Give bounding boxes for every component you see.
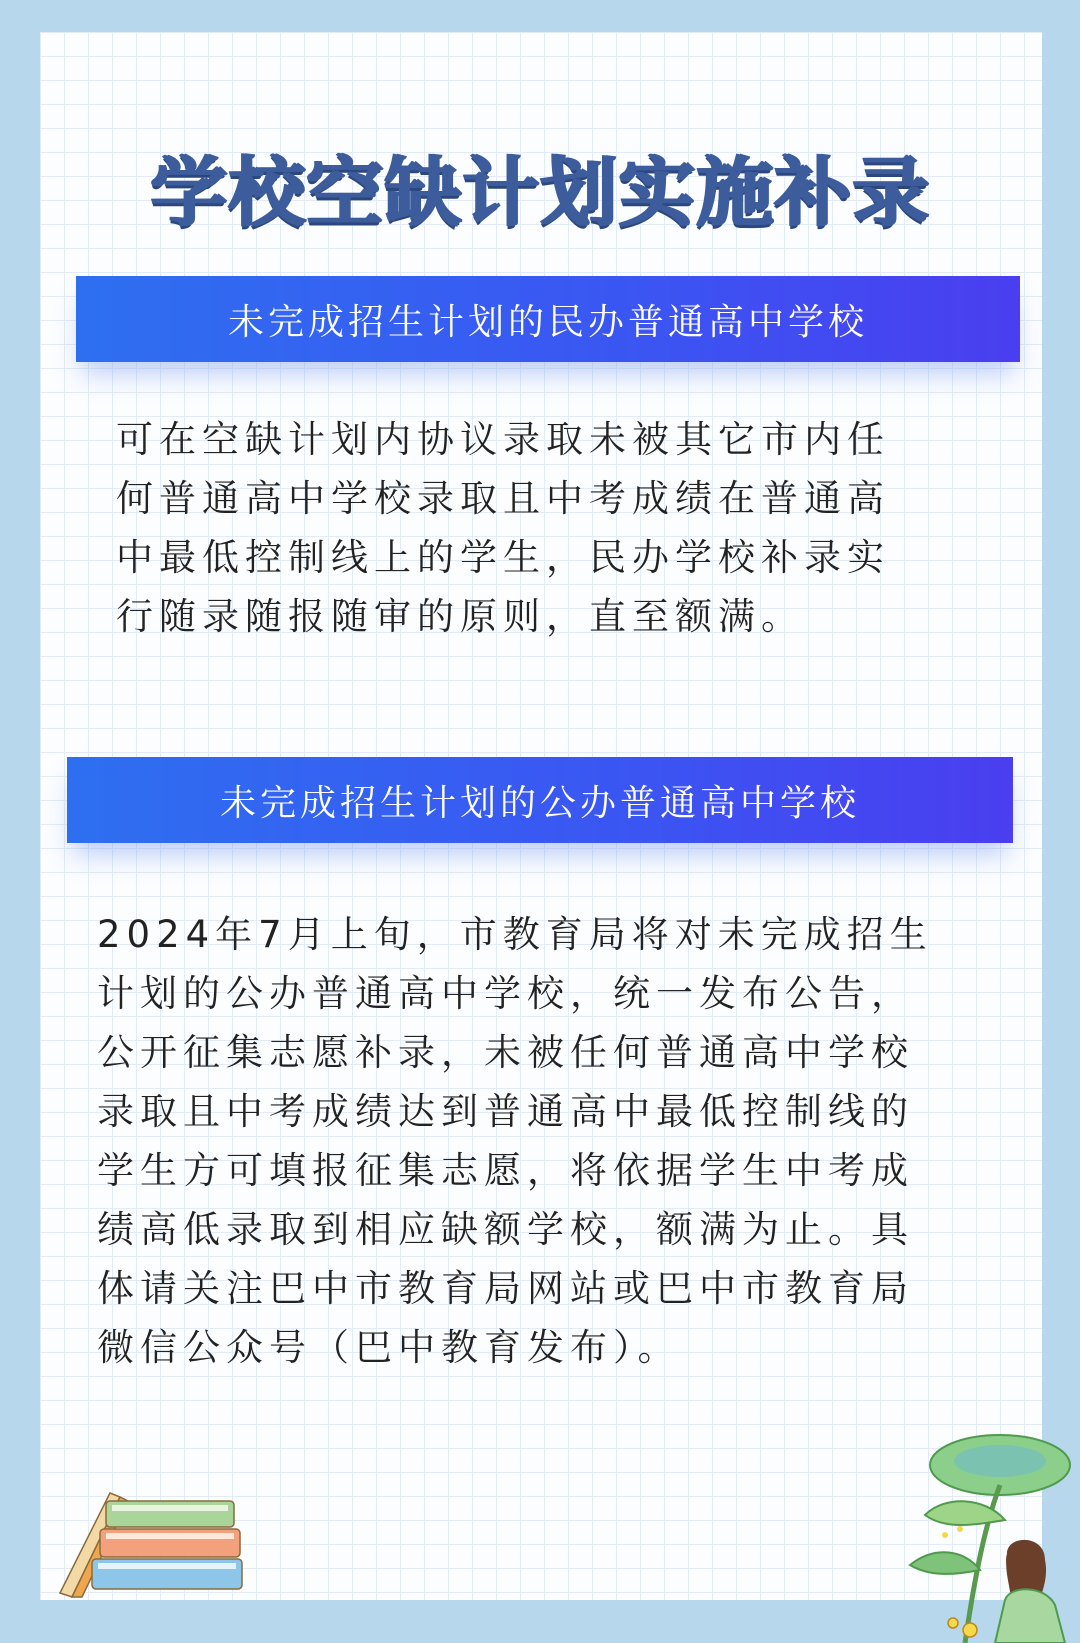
text-line: 体请关注巴中市教育局网站或巴中市教育局 [97,1267,914,1310]
text-line: 何普通高中学校录取且中考成绩在普通高 [116,477,890,520]
text-line: 行随录随报随审的原则，直至额满。 [116,595,804,638]
text-line: 计划的公办普通高中学校，统一发布公告， [97,972,914,1015]
section-body-public-schools [97,905,997,1377]
books-stack-icon [40,1485,250,1600]
text-line: 学生方可填报征集志愿，将依据学生中考成 [97,1149,914,1192]
text-line: 绩高低录取到相应缺额学校，额满为止。具 [97,1208,914,1251]
text-line: 录取且中考成绩达到普通高中最低控制线的 [97,1090,914,1133]
text-line: 中最低控制线上的学生，民办学校补录实 [116,536,890,579]
section-body-private-schools [116,410,976,646]
text-line: 2024年7月上旬，市教育局将对未完成招生 [97,913,933,956]
text-line: 可在空缺计划内协议录取未被其它市内任 [116,418,890,461]
text-line: 公开征集志愿补录，未被任何普通高中学校 [97,1031,914,1074]
lotus-leaf-girl-illustration [905,1425,1080,1643]
text-line: 微信公众号（巴中教育发布）。 [97,1326,681,1369]
section-heading-public-schools: 未完成招生计划的公办普通高中学校 [67,757,1013,843]
section-heading-private-schools: 未完成招生计划的民办普通高中学校 [76,276,1020,362]
page-title: 学校空缺计划实施补录 [150,148,930,237]
